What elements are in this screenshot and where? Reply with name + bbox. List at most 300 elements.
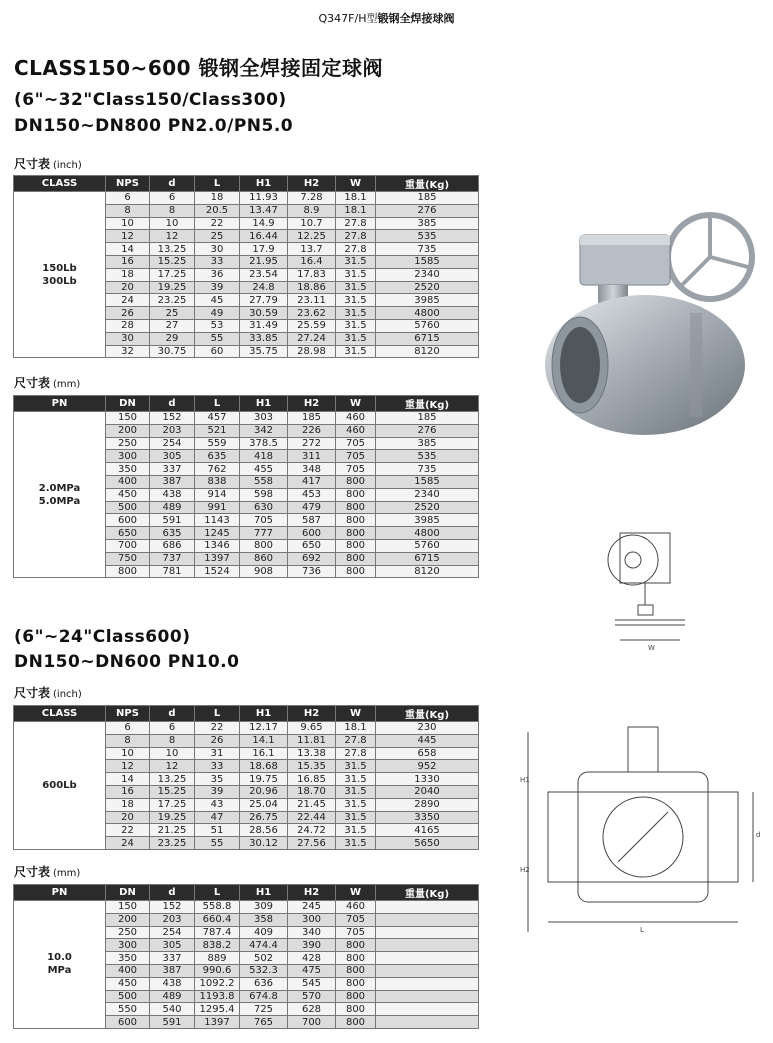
table-cell: 35 [195,773,240,786]
caption-label: 尺寸表 [14,865,51,879]
table-cell: 418 [240,450,288,463]
table-cell: 705 [336,450,376,463]
table-cell: 358 [240,913,288,926]
table-cell: 787.4 [195,926,240,939]
table-cell: 226 [288,424,336,437]
table-cell: 309 [240,901,288,914]
table-cell [376,977,479,990]
table-cell: 27.8 [336,243,376,256]
table-cell: 49 [195,307,240,320]
table-cell: 230 [376,722,479,735]
table-cell: 200 [106,424,150,437]
table-cell [376,913,479,926]
table-cell: 14.1 [240,734,288,747]
valve-section-drawing [518,722,768,942]
table-cell: 27.8 [336,230,376,243]
table-cell: 12 [150,230,195,243]
column-header: L [195,706,240,722]
table-cell: 735 [376,463,479,476]
table-cell: 31 [195,747,240,760]
table-cell: 36 [195,268,240,281]
table-cell: 600 [106,514,150,527]
table-cell: 952 [376,760,479,773]
table-cell: 25.04 [240,798,288,811]
table-cell: 17.25 [150,268,195,281]
group-label: 10.0 MPa [14,901,106,1029]
table-cell: 12.17 [240,722,288,735]
column-header: PN [14,396,106,412]
table-cell: 417 [288,475,336,488]
table-cell: 800 [336,964,376,977]
column-header: CLASS [14,176,106,192]
table-cell: 2340 [376,488,479,501]
table-cell: 31.5 [336,785,376,798]
table-cell: 31.5 [336,332,376,345]
table-cell: 5650 [376,837,479,850]
table-cell: 800 [336,475,376,488]
table-cell: 409 [240,926,288,939]
table-cell: 10.7 [288,217,336,230]
table-cell: 20.5 [195,204,240,217]
d-dimension-label: d [756,831,761,839]
table-cell: 20 [106,811,150,824]
table-cell: 31.49 [240,319,288,332]
table-cell: 700 [288,1016,336,1029]
table-cell: 6715 [376,332,479,345]
table-cell: 800 [336,539,376,552]
table-cell: 489 [150,990,195,1003]
table-cell: 13.47 [240,204,288,217]
table-cell: 200 [106,913,150,926]
table-cell: 800 [336,565,376,578]
table-cell [376,990,479,1003]
table-cell: 276 [376,424,479,437]
table-cell: 400 [106,964,150,977]
table-cell: 736 [288,565,336,578]
column-header: NPS [106,176,150,192]
table-cell: 18 [106,268,150,281]
table3-caption [14,684,82,701]
table-cell: 445 [376,734,479,747]
table-cell: 489 [150,501,195,514]
table-cell: 14 [106,773,150,786]
table-cell: 860 [240,552,288,565]
table-cell: 30.75 [150,345,195,358]
table-cell: 12 [106,760,150,773]
table-cell: 545 [288,977,336,990]
table-cell: 24 [106,294,150,307]
table-cell: 10 [106,217,150,230]
column-header: H1 [240,176,288,192]
table-cell: 150 [106,412,150,425]
table-cell: 16 [106,785,150,798]
table-cell: 777 [240,527,288,540]
table-cell: 27.56 [288,837,336,850]
section1-spec: DN150~DN800 PN2.0/PN5.0 [14,116,294,136]
table-cell: 800 [336,939,376,952]
table-cell: 31.5 [336,281,376,294]
table-cell: 24 [106,837,150,850]
table-cell: 55 [195,837,240,850]
table-cell: 800 [106,565,150,578]
table-cell: 500 [106,501,150,514]
column-header: H1 [240,706,288,722]
table-cell: 152 [150,901,195,914]
dimension-table-mm-pn100 [13,884,479,1029]
table-cell [376,952,479,965]
table-cell: 387 [150,964,195,977]
table-cell: 10 [106,747,150,760]
table-cell: 22 [106,824,150,837]
table-cell: 45 [195,294,240,307]
table1-caption [14,155,82,172]
table-cell: 479 [288,501,336,514]
table-cell: 26 [195,734,240,747]
table-cell: 33 [195,760,240,773]
table-cell: 32 [106,345,150,358]
table-cell: 3985 [376,294,479,307]
l-dimension-label: L [640,926,644,934]
column-header: DN [106,396,150,412]
table-cell: 705 [240,514,288,527]
table-cell: 18.68 [240,760,288,773]
table-cell: 43 [195,798,240,811]
column-header: PN [14,885,106,901]
table-cell: 18 [195,192,240,205]
table-cell: 30 [195,243,240,256]
w-dimension-label: W [648,644,655,652]
table-cell: 27.24 [288,332,336,345]
table-cell: 203 [150,424,195,437]
table-cell: 16 [106,255,150,268]
table2-caption [14,374,80,391]
column-header: NPS [106,706,150,722]
table-cell: 350 [106,952,150,965]
table-cell: 21.95 [240,255,288,268]
table-cell: 27 [150,319,195,332]
table-cell: 10 [150,217,195,230]
table-cell: 14 [106,243,150,256]
table-cell: 26 [106,307,150,320]
table-cell: 725 [240,1003,288,1016]
table-cell: 636 [240,977,288,990]
table-cell: 800 [336,501,376,514]
table-cell: 838.2 [195,939,240,952]
table-cell: 340 [288,926,336,939]
table-cell: 350 [106,463,150,476]
table-cell: 18.1 [336,204,376,217]
table-cell: 800 [240,539,288,552]
dimension-table-mm-pn20-50 [13,395,479,578]
table-cell: 600 [288,527,336,540]
table-cell: 2520 [376,281,479,294]
column-header: d [150,706,195,722]
table-cell: 800 [336,514,376,527]
table-cell: 31.5 [336,811,376,824]
table-cell: 19.25 [150,281,195,294]
table-cell: 908 [240,565,288,578]
table-cell: 27.8 [336,734,376,747]
page-header [0,10,773,26]
table-cell [376,964,479,977]
caption-label: 尺寸表 [14,157,51,171]
table-cell: 700 [106,539,150,552]
table-cell: 30.59 [240,307,288,320]
table-cell: 455 [240,463,288,476]
dimension-table-inch-class600 [13,705,479,850]
column-header: DN [106,885,150,901]
caption-unit: (mm) [53,868,81,879]
column-header: H2 [288,396,336,412]
table-cell: 532.3 [240,964,288,977]
section2-range: (6"~24"Class600) [14,627,191,647]
table-cell: 39 [195,785,240,798]
table-cell: 8.9 [288,204,336,217]
table-cell: 185 [288,412,336,425]
table-cell: 300 [106,939,150,952]
table-cell: 300 [106,450,150,463]
table-cell: 342 [240,424,288,437]
table-cell: 311 [288,450,336,463]
table-cell: 692 [288,552,336,565]
table-cell: 254 [150,926,195,939]
table-cell: 6 [106,192,150,205]
table-cell: 8120 [376,565,479,578]
table-cell: 21.45 [288,798,336,811]
table-cell: 31.5 [336,760,376,773]
table-cell: 27.8 [336,217,376,230]
table-cell: 10 [150,747,195,760]
ball-valve-photo [520,195,770,445]
table-cell: 2890 [376,798,479,811]
column-header: W [336,396,376,412]
table-cell: 24.72 [288,824,336,837]
table-cell: 457 [195,412,240,425]
table-cell: 6715 [376,552,479,565]
table-cell: 9.65 [288,722,336,735]
table-row [14,901,479,914]
table-cell: 762 [195,463,240,476]
h2-dimension-label: H2 [520,866,530,874]
table-cell: 27.79 [240,294,288,307]
table-cell: 150 [106,901,150,914]
table-cell: 272 [288,437,336,450]
table-cell: 3350 [376,811,479,824]
table-cell: 245 [288,901,336,914]
table-cell: 18 [106,798,150,811]
table-cell: 18.70 [288,785,336,798]
table-cell: 438 [150,977,195,990]
table-cell: 1330 [376,773,479,786]
table-cell: 800 [336,977,376,990]
caption-unit: (inch) [53,160,82,171]
table-cell: 4800 [376,527,479,540]
table-cell: 6 [150,192,195,205]
dimension-table-inch-class150-300 [13,175,479,358]
header-title: 锻钢全焊接球阀 [377,12,455,25]
table-cell: 991 [195,501,240,514]
table-cell: 29 [150,332,195,345]
table-cell: 11.93 [240,192,288,205]
table-cell: 1295.4 [195,1003,240,1016]
table-cell [376,901,479,914]
table-cell: 51 [195,824,240,837]
table-cell: 12.25 [288,230,336,243]
table-cell: 17.83 [288,268,336,281]
table-cell: 5760 [376,319,479,332]
table-cell: 31.5 [336,798,376,811]
table-cell: 2040 [376,785,479,798]
table-cell: 990.6 [195,964,240,977]
table-cell: 750 [106,552,150,565]
table-cell [376,939,479,952]
table-cell: 5760 [376,539,479,552]
table-cell: 31.5 [336,345,376,358]
table-cell: 385 [376,437,479,450]
table-cell: 23.54 [240,268,288,281]
table-cell: 18.86 [288,281,336,294]
table-cell: 559 [195,437,240,450]
table-cell: 550 [106,1003,150,1016]
table-cell: 250 [106,926,150,939]
table-cell: 8120 [376,345,479,358]
table-cell: 1397 [195,552,240,565]
table-cell: 535 [376,230,479,243]
table-cell: 203 [150,913,195,926]
table-cell: 53 [195,319,240,332]
table-cell: 630 [240,501,288,514]
table-cell: 628 [288,1003,336,1016]
table-cell: 705 [336,437,376,450]
table-cell: 25 [150,307,195,320]
table-cell: 1193.8 [195,990,240,1003]
table-cell: 31.5 [336,319,376,332]
table-cell: 13.25 [150,773,195,786]
table-cell: 558.8 [195,901,240,914]
table-cell: 25 [195,230,240,243]
table-cell: 521 [195,424,240,437]
table-cell: 558 [240,475,288,488]
table-cell: 21.25 [150,824,195,837]
table-cell: 400 [106,475,150,488]
table-cell: 19.75 [240,773,288,786]
table-cell: 650 [106,527,150,540]
header-code: Q347F/H型 [318,12,378,25]
table-cell: 474.4 [240,939,288,952]
table-cell: 4165 [376,824,479,837]
table-cell: 33.85 [240,332,288,345]
table-cell: 1092.2 [195,977,240,990]
column-header: W [336,706,376,722]
table-cell: 31.5 [336,773,376,786]
table-cell: 16.1 [240,747,288,760]
table-cell: 55 [195,332,240,345]
table-cell: 1585 [376,475,479,488]
table-cell: 800 [336,488,376,501]
table-cell: 535 [376,450,479,463]
table-cell: 800 [336,552,376,565]
table-cell: 23.11 [288,294,336,307]
table-cell: 4800 [376,307,479,320]
table-cell: 1143 [195,514,240,527]
table-cell: 450 [106,977,150,990]
table-cell: 16.85 [288,773,336,786]
column-header: 重量(Kg) [376,396,479,412]
h1-dimension-label: H1 [520,776,530,784]
table-cell: 13.7 [288,243,336,256]
table-cell: 337 [150,463,195,476]
table-cell [376,1003,479,1016]
table-cell: 6 [150,722,195,735]
table-cell: 348 [288,463,336,476]
caption-unit: (inch) [53,689,82,700]
table-cell: 185 [376,412,479,425]
table-cell: 8 [106,734,150,747]
table-cell: 24.8 [240,281,288,294]
group-label: 600Lb [14,722,106,850]
table-cell: 39 [195,281,240,294]
table-cell: 28.56 [240,824,288,837]
table-cell: 2520 [376,501,479,514]
table-cell: 276 [376,204,479,217]
table-cell: 152 [150,412,195,425]
table-cell: 438 [150,488,195,501]
column-header: d [150,176,195,192]
table-cell: 598 [240,488,288,501]
table-row [14,192,479,205]
table-cell: 450 [106,488,150,501]
column-header: H2 [288,706,336,722]
table-cell: 22.44 [288,811,336,824]
column-header: L [195,396,240,412]
table-cell: 705 [336,463,376,476]
table-cell: 14.9 [240,217,288,230]
table-cell: 7.28 [288,192,336,205]
table-cell: 31.5 [336,268,376,281]
table-cell: 15.25 [150,255,195,268]
table-cell: 13.25 [150,243,195,256]
table-cell: 23.25 [150,837,195,850]
table-cell: 8 [106,204,150,217]
column-header: W [336,885,376,901]
table-cell: 31.5 [336,837,376,850]
table-cell: 31.5 [336,255,376,268]
table-cell: 658 [376,747,479,760]
table-cell: 378.5 [240,437,288,450]
table-cell: 31.5 [336,294,376,307]
table-cell: 60 [195,345,240,358]
table-row [14,412,479,425]
table-cell: 800 [336,527,376,540]
table-row [14,722,479,735]
caption-label: 尺寸表 [14,376,51,390]
table-cell: 47 [195,811,240,824]
table-cell: 705 [336,913,376,926]
table-cell: 838 [195,475,240,488]
table-cell [376,1016,479,1029]
table-cell: 600 [106,1016,150,1029]
table-cell: 8 [150,204,195,217]
table-cell: 35.75 [240,345,288,358]
table-cell: 800 [336,1016,376,1029]
table-cell: 591 [150,514,195,527]
column-header: H2 [288,176,336,192]
table-cell: 781 [150,565,195,578]
table-cell: 1524 [195,565,240,578]
table-cell: 23.25 [150,294,195,307]
column-header: L [195,885,240,901]
table-cell: 2340 [376,268,479,281]
